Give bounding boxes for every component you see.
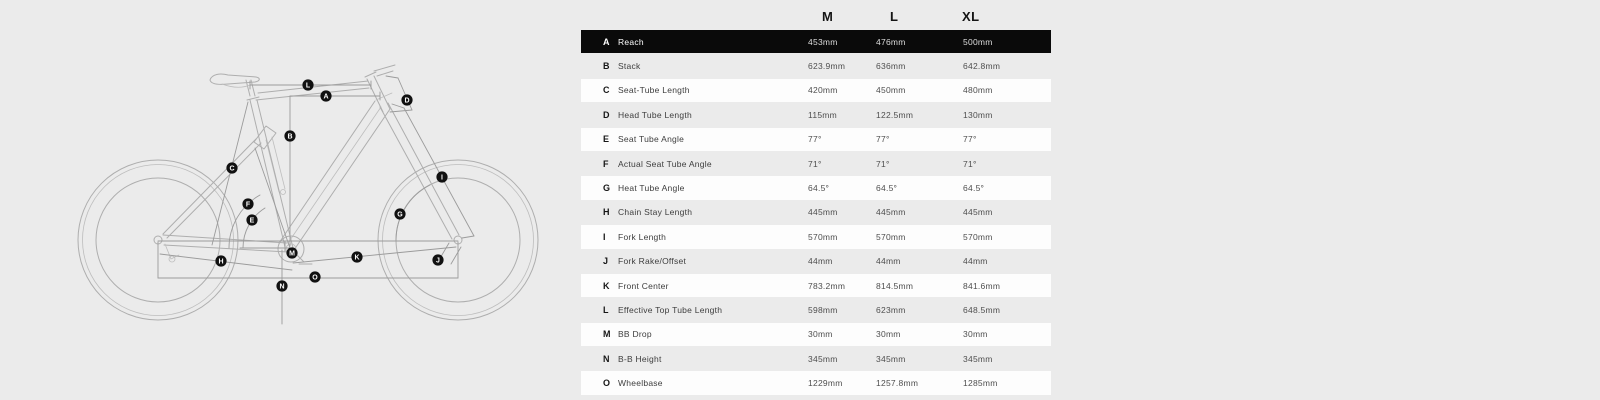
value-m: 598mm <box>808 304 838 315</box>
diagram-marker-L <box>302 79 313 90</box>
size-header-l: L <box>890 9 899 24</box>
value-m: 570mm <box>808 231 838 242</box>
svg-text:E: E <box>249 217 255 225</box>
value-l: 814.5mm <box>876 280 914 291</box>
svg-text:D: D <box>404 97 410 105</box>
value-m: 115mm <box>808 109 837 120</box>
geometry-row-J[interactable] <box>581 250 1051 273</box>
geometry-row-N[interactable] <box>581 347 1051 370</box>
row-letter: E <box>603 134 610 145</box>
value-xl: 570mm <box>963 231 993 242</box>
row-letter: F <box>603 158 609 169</box>
svg-text:J: J <box>436 257 440 265</box>
row-letter: C <box>603 85 610 96</box>
diagram-marker-C <box>226 162 237 173</box>
diagram-marker-K <box>351 251 362 262</box>
geometry-row-E[interactable] <box>581 128 1051 151</box>
row-label: Fork Length <box>618 231 667 242</box>
value-xl: 130mm <box>963 109 993 120</box>
row-label: Seat-Tube Length <box>618 85 690 96</box>
row-label: Reach <box>618 36 644 47</box>
value-l: 445mm <box>876 207 906 218</box>
row-letter: M <box>603 329 611 340</box>
diagram-marker-A <box>320 90 331 101</box>
svg-text:H: H <box>218 258 224 266</box>
diagram-marker-O <box>309 271 320 282</box>
svg-text:B: B <box>287 133 293 141</box>
value-xl: 64.5° <box>963 183 985 194</box>
diagram-marker-M <box>286 247 297 258</box>
value-m: 71° <box>808 158 822 169</box>
geometry-row-A[interactable] <box>581 30 1051 53</box>
value-xl: 345mm <box>963 353 993 364</box>
svg-text:M: M <box>289 250 295 258</box>
value-m: 453mm <box>808 36 838 47</box>
value-l: 636mm <box>876 61 906 72</box>
value-l: 122.5mm <box>876 109 914 120</box>
row-letter: G <box>603 183 611 194</box>
value-l: 44mm <box>876 256 901 267</box>
value-m: 420mm <box>808 85 838 96</box>
value-xl: 480mm <box>963 85 993 96</box>
diagram-markers <box>215 79 447 291</box>
svg-text:O: O <box>312 274 318 282</box>
diagram-marker-H <box>215 255 226 266</box>
value-xl: 77° <box>963 134 977 145</box>
row-letter: D <box>603 109 610 120</box>
row-label: Fork Rake/Offset <box>618 256 687 267</box>
diagram-marker-F <box>242 198 253 209</box>
value-l: 77° <box>876 134 890 145</box>
value-m: 44mm <box>808 256 833 267</box>
row-label: B-B Height <box>618 353 662 364</box>
row-letter: J <box>603 256 609 267</box>
svg-text:K: K <box>354 254 360 262</box>
value-m: 1229mm <box>808 378 843 389</box>
diagram-marker-D <box>401 94 412 105</box>
geometry-row-H[interactable] <box>581 201 1051 224</box>
geometry-rows <box>581 30 1051 396</box>
value-l: 623mm <box>876 304 906 315</box>
row-letter: N <box>603 353 610 364</box>
row-label: Heat Tube Angle <box>618 183 685 194</box>
value-m: 30mm <box>808 329 833 340</box>
svg-text:I: I <box>441 174 443 182</box>
geometry-row-I[interactable] <box>581 225 1051 248</box>
value-m: 783.2mm <box>808 280 846 291</box>
diagram-marker-N <box>276 280 287 291</box>
row-label: BB Drop <box>618 329 652 340</box>
front-wheel <box>378 160 538 320</box>
row-label: Head Tube Length <box>618 109 692 120</box>
value-xl: 445mm <box>963 207 993 218</box>
value-xl: 500mm <box>963 36 993 47</box>
value-l: 570mm <box>876 231 906 242</box>
value-l: 30mm <box>876 329 901 340</box>
geometry-table <box>581 0 1051 400</box>
row-label: Seat Tube Angle <box>618 134 685 145</box>
row-label: Chain Stay Length <box>618 207 693 218</box>
svg-text:F: F <box>245 201 251 209</box>
row-letter: I <box>603 231 606 242</box>
geometry-row-O[interactable] <box>581 371 1051 394</box>
value-l: 476mm <box>876 36 906 47</box>
row-label: Stack <box>618 61 641 72</box>
row-letter: O <box>603 378 611 389</box>
value-xl: 30mm <box>963 329 988 340</box>
value-l: 450mm <box>876 85 906 96</box>
row-letter: A <box>603 36 610 47</box>
diagram-marker-B <box>284 130 295 141</box>
geometry-row-L[interactable] <box>581 298 1051 321</box>
value-l: 64.5° <box>876 183 898 194</box>
geometry-row-C[interactable] <box>581 79 1051 102</box>
geometry-row-D[interactable] <box>581 103 1051 126</box>
value-m: 64.5° <box>808 183 830 194</box>
geometry-row-K[interactable] <box>581 274 1051 297</box>
value-m: 623.9mm <box>808 61 846 72</box>
value-m: 445mm <box>808 207 838 218</box>
row-label: Front Center <box>618 280 669 291</box>
diagram-marker-E <box>246 214 257 225</box>
value-l: 345mm <box>876 353 906 364</box>
value-l: 71° <box>876 158 890 169</box>
value-xl: 71° <box>963 158 977 169</box>
row-label: Effective Top Tube Length <box>618 304 723 315</box>
row-letter: L <box>603 304 609 315</box>
row-letter: H <box>603 207 610 218</box>
value-m: 345mm <box>808 353 838 364</box>
geometry-row-G[interactable] <box>581 176 1051 199</box>
value-xl: 642.8mm <box>963 61 1001 72</box>
svg-text:L: L <box>305 82 311 90</box>
diagram-marker-J <box>432 254 443 265</box>
geometry-row-M[interactable] <box>581 323 1051 346</box>
value-xl: 841.6mm <box>963 280 1001 291</box>
size-header-row <box>581 9 1051 27</box>
size-header-m: M <box>822 9 834 24</box>
row-letter: B <box>603 61 610 72</box>
row-label: Wheelbase <box>618 378 663 389</box>
value-xl: 44mm <box>963 256 988 267</box>
bike-diagram <box>60 38 560 338</box>
geometry-row-B[interactable] <box>581 54 1051 77</box>
frame-lines <box>163 65 459 264</box>
geometry-row-F[interactable] <box>581 152 1051 175</box>
diagram-marker-G <box>394 208 405 219</box>
value-xl: 1285mm <box>963 378 998 389</box>
size-header-xl: XL <box>962 9 980 24</box>
row-label: Actual Seat Tube Angle <box>618 158 712 169</box>
svg-text:N: N <box>279 283 285 291</box>
svg-text:C: C <box>229 165 235 173</box>
row-letter: K <box>603 280 610 291</box>
value-l: 1257.8mm <box>876 378 919 389</box>
value-m: 77° <box>808 134 822 145</box>
diagram-marker-I <box>436 171 447 182</box>
rear-wheel <box>78 160 238 320</box>
svg-text:G: G <box>397 211 403 219</box>
svg-text:A: A <box>323 93 329 101</box>
value-xl: 648.5mm <box>963 304 1001 315</box>
